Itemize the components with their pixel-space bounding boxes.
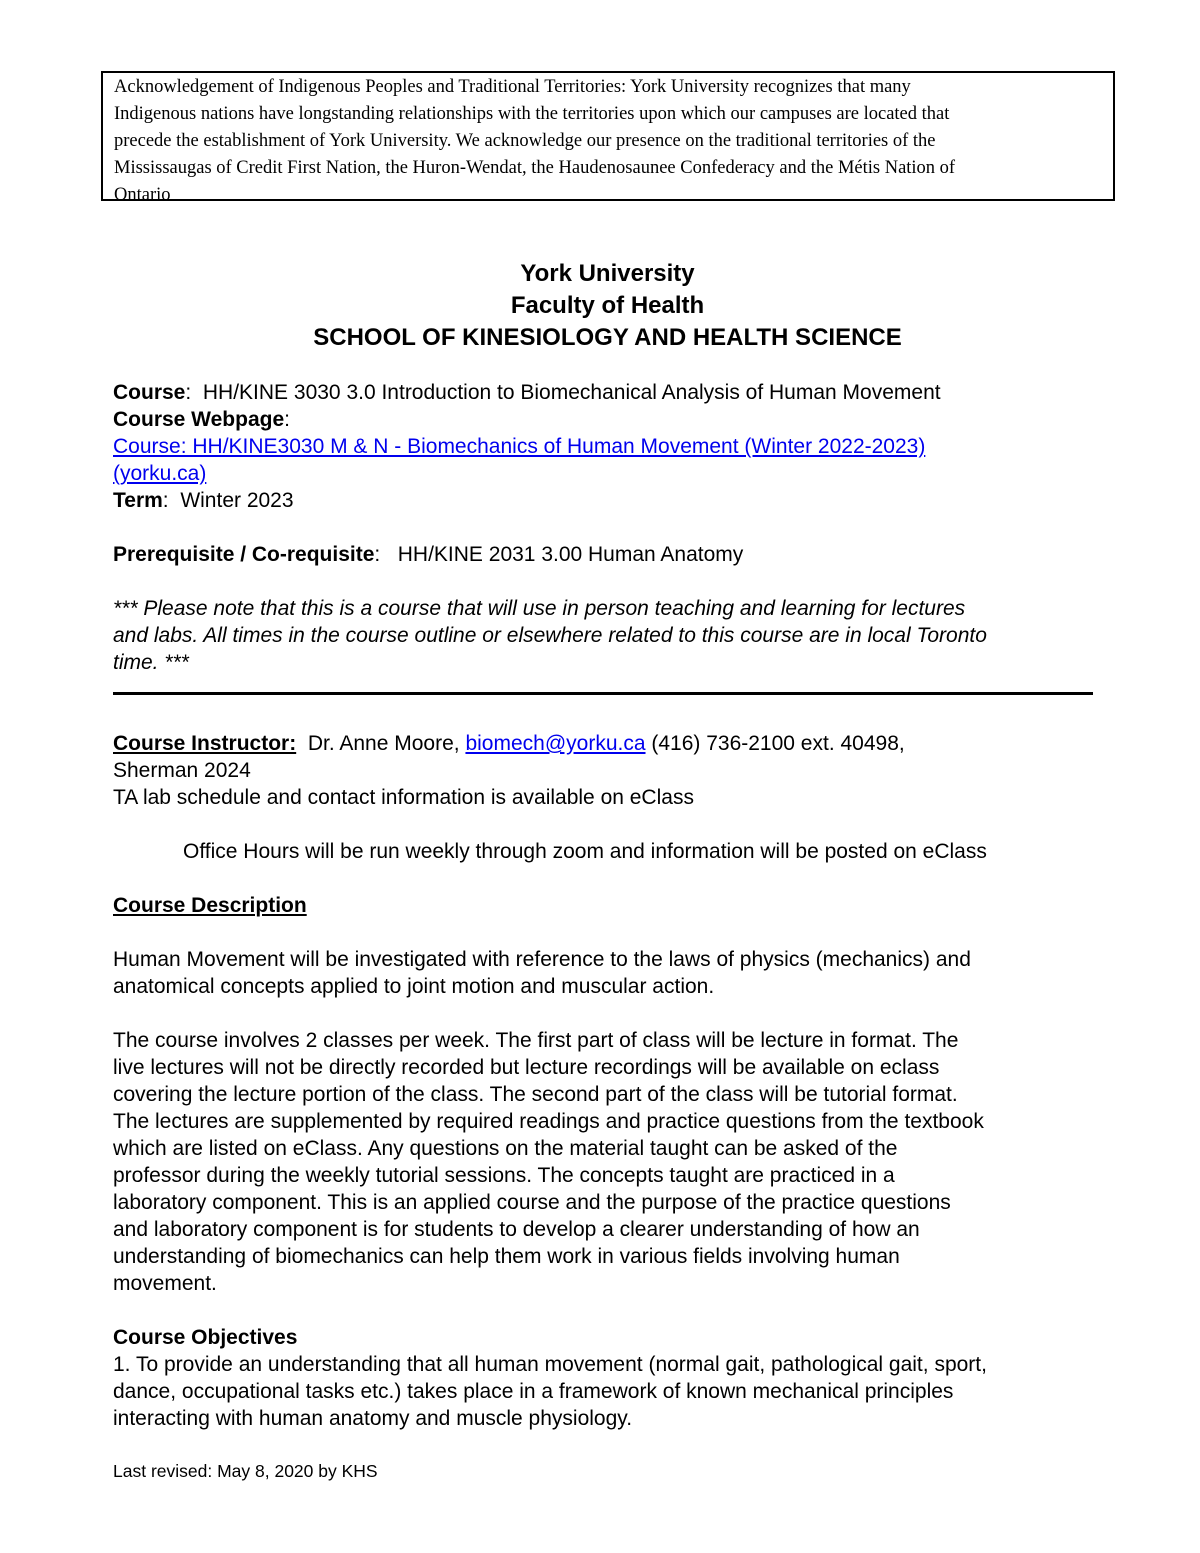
instructor-line [113,730,1113,757]
paragraph-line: movement. [113,1272,217,1295]
course-webpage-link-cont[interactable]: (yorku.ca) [113,462,207,485]
prereq-line: Prerequisite / Co-requisite: HH/KINE 2031 3.00 Human Anatomy [113,543,744,566]
term-value: Winter 2023 [180,489,294,512]
description-paragraph-2 [113,1027,1113,1297]
note-line: time. *** [113,651,189,674]
paragraph-line: professor during the weekly tutorial sessions. The concepts taught are practiced in a [113,1164,895,1187]
course-label: Course [113,381,186,404]
instructor-email-link[interactable]: biomech@yorku.ca [465,732,646,755]
objectives-list [113,1351,1113,1432]
paragraph-line: which are listed on eClass. Any questions on the material taught can be asked of the [113,1137,898,1160]
course-line: Course: HH/KINE 3030 3.0 Introduction to Biomechanical Analysis of Human Movement [113,381,941,404]
horizontal-rule [113,676,1113,703]
instructor-office: Sherman 2024 [113,759,251,782]
prereq-value: HH/KINE 2031 3.00 Human Anatomy [397,543,744,566]
acknowledgement-line: Indigenous nations have longstanding relationships with the territories upon which our campuses are located that [114,104,950,124]
acknowledgement-line: Mississaugas of Credit First Nation, the Huron-Wendat, the Haudenosaunee Confederacy and the Métis Nation of [114,158,956,178]
paragraph-line: The lectures are supplemented by required readings and practice questions from the textbook [113,1110,984,1133]
acknowledgement-line: Acknowledgement of Indigenous Peoples and Traditional Territories: York University recognizes that many [114,77,911,97]
paragraph-line: covering the lecture portion of the class. The second part of the class will be tutorial format. [113,1083,958,1106]
paragraph-line: live lectures will not be directly recorded but lecture recordings will be available on eclass [113,1056,940,1079]
objective-line: 1. To provide an understanding that all human movement (normal gait, pathological gait, sport, [113,1353,987,1376]
objective-line: dance, occupational tasks etc.) takes place in a framework of known mechanical principles [113,1380,954,1403]
instructor-label: Course Instructor: [113,732,297,755]
paragraph-line: Human Movement will be investigated with reference to the laws of physics (mechanics) and [113,948,971,971]
term-line: Term: Winter 2023 [113,489,294,512]
paragraph-line: laboratory component. This is an applied course and the purpose of the practice questions [113,1191,951,1214]
document-header [0,258,1200,354]
webpage-line: Course Webpage: [113,408,290,431]
description-paragraph-1 [113,946,1113,1000]
school-name: SCHOOL OF KINESIOLOGY AND HEALTH SCIENCE [313,324,902,351]
paragraph-line: The course involves 2 classes per week. The first part of class will be lecture in format. The [113,1029,959,1052]
objective-line: interacting with human anatomy and muscle physiology. [113,1407,633,1430]
acknowledgement-line: precede the establishment of York University. We acknowledge our presence on the traditional territories of the [114,131,936,151]
webpage-label: Course Webpage [113,408,285,431]
prereq-label: Prerequisite / Co-requisite [113,543,375,566]
paragraph-line: and laboratory component is for students to develop a clearer understanding of how an [113,1218,920,1241]
acknowledgement-line: Ontario [114,185,171,205]
office-hours: Office Hours will be run weekly through zoom and information will be posted on eClass [183,840,987,863]
instructor-name: Dr. Anne Moore, [307,732,460,755]
note-line: *** Please note that this is a course that will use in person teaching and learning for lectures [113,597,966,620]
instructor-phone: (416) 736-2100 ext. 40498, [651,732,905,755]
land-acknowledgement-box [101,71,1115,205]
paragraph-line: understanding of biomechanics can help them work in various fields involving human [113,1245,900,1268]
last-revised: Last revised: May 8, 2020 by KHS [113,1461,378,1481]
in-person-note [113,595,1113,676]
note-line: and labs. All times in the course outline or elsewhere related to this course are in local Toronto [113,624,987,647]
course-webpage-link[interactable]: Course: HH/KINE3030 M & N - Biomechanics of Human Movement (Winter 2022-2023) [113,435,926,458]
description-heading: Course Description [113,894,307,917]
ta-info: TA lab schedule and contact information is available on eClass [113,786,694,809]
course-value: HH/KINE 3030 3.0 Introduction to Biomechanical Analysis of Human Movement [202,381,941,404]
term-label: Term [113,489,163,512]
university-name: York University [520,260,695,287]
paragraph-line: anatomical concepts applied to joint motion and muscular action. [113,975,715,998]
faculty-name: Faculty of Health [510,292,705,319]
course-outline-body [113,379,1113,1432]
objectives-heading: Course Objectives [113,1326,298,1349]
